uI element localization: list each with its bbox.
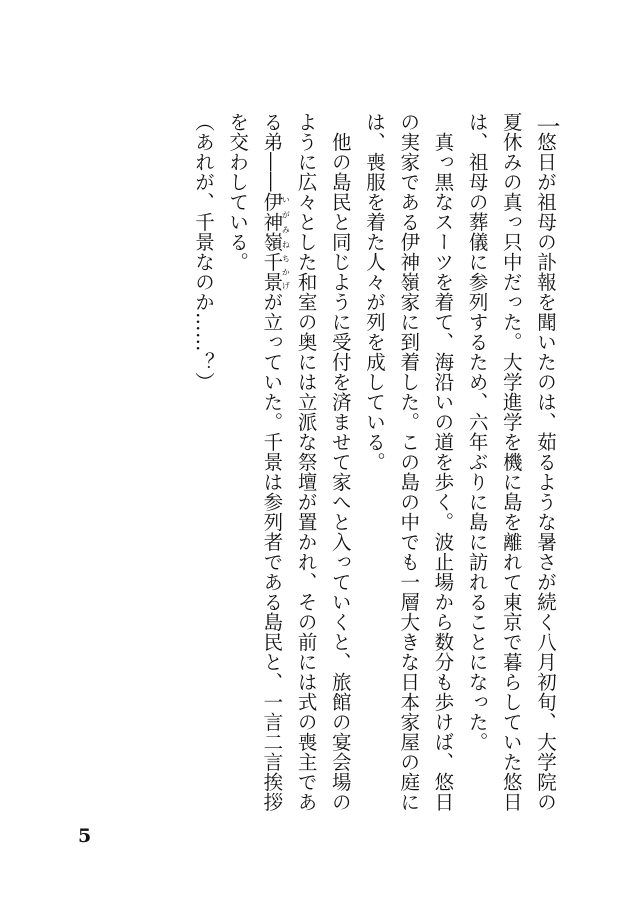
ruby-igamine (260, 192, 291, 252)
paragraph-3-text-after: が立っていた。千景は参列者である島民と、一言二言挨拶を交わしている。 (226, 112, 284, 812)
paragraph-2-text: 真っ黒なスーツを着て、海沿いの道を歩く。波止場から数分も歩けば、悠日の実家である伊神嶺家に到着した。この島の中でも一層大きな日本家屋の庭には、喪服を着た人々が列を成している。 (362, 112, 455, 812)
paragraph-4-text: （あれが、千景なのか……？） (191, 112, 215, 392)
paragraph-1 (459, 112, 562, 812)
paragraph-2 (357, 112, 460, 812)
ruby-chikage (260, 252, 291, 292)
ruby-chikage-base: 千景 (260, 252, 284, 292)
ruby-igamine-reading: いがみね (281, 192, 291, 252)
chapter-number: 一 (532, 114, 560, 138)
paragraph-3 (220, 112, 357, 812)
vertical-body-text (186, 112, 562, 812)
page-number: 5 (78, 825, 92, 847)
paragraph-1-text: 悠日が祖母の訃報を聞いたのは、茹るような暑さが続く八月初旬、大学院の夏休みの真っ只中だった。大学進学を機に島を離れて東京で暮らしていた悠日は、祖母の葬儀に参列するため、六年ぶりに島に訪れることになった。 (465, 112, 557, 812)
paragraph-3-text-before: 他の島民と同じように受付を済ませて家へと入っていくと、旅館の宴会場のように広々とした和室の奥には立派な祭壇が置かれ、その前には式の喪主である弟―― (260, 112, 352, 812)
paragraph-4 (186, 112, 220, 812)
ruby-chikage-reading: ちかげ (281, 252, 291, 292)
ruby-igamine-base: 伊神嶺 (260, 192, 284, 252)
